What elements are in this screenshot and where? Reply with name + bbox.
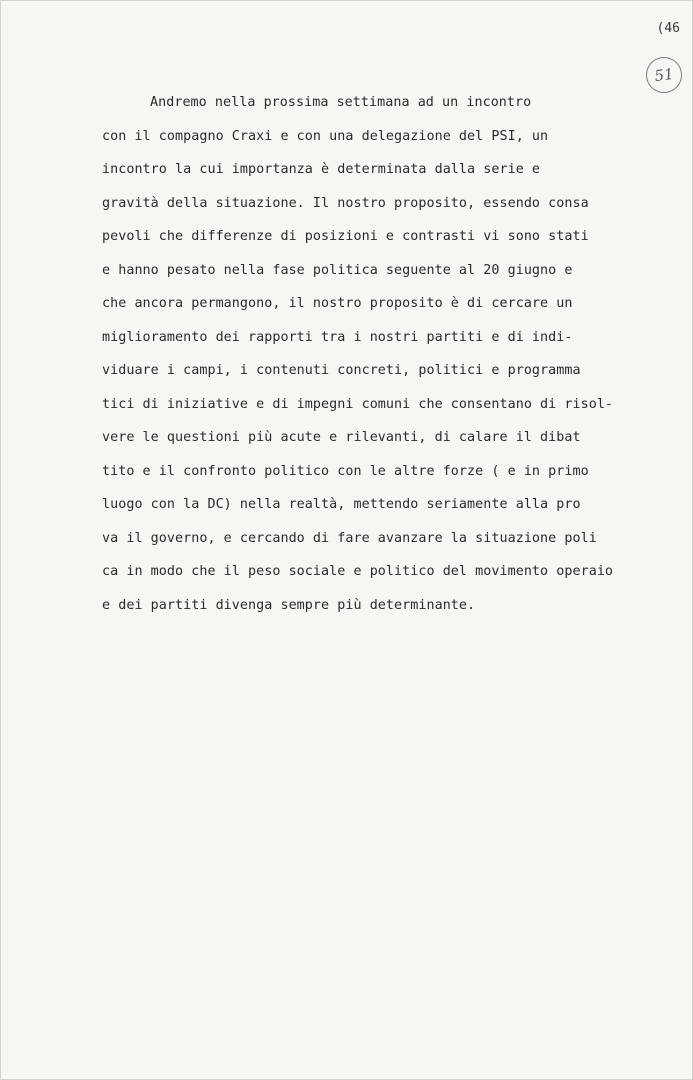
text-line: incontro la cui importanza è determinata dalla serie e: [102, 162, 541, 177]
text-line: e hanno pesato nella fase politica seguente al 20 giugno e: [102, 262, 573, 278]
text-line: tito e il confronto politico con le altre forze ( e in primo: [102, 463, 589, 479]
stamp-number: 51: [653, 64, 675, 86]
text-line: e dei partiti divenga sempre più determinante.: [102, 597, 476, 613]
text-line: miglioramento dei rapporti tra i nostri partiti e di indi-: [102, 329, 573, 345]
page-number: (46: [656, 21, 680, 36]
text-line: pevoli che differenze di posizioni e contrasti vi sono stati: [102, 229, 589, 244]
text-line: va il governo, e cercando di fare avanzare la situazione poli: [102, 530, 597, 546]
text-line: gravità della situazione. Il nostro proposito, essendo consa: [102, 195, 589, 211]
archive-stamp: [644, 55, 685, 96]
text-line: viduare i campi, i contenuti concreti, politici e programma: [102, 363, 581, 378]
text-line: con il compagno Craxi e con una delegazione del PSI, un: [102, 128, 549, 144]
text-line: ca in modo che il peso sociale e politico del movimento operaio: [102, 564, 614, 579]
text-line: che ancora permangono, il nostro proposito è di cercare un: [102, 296, 573, 311]
typed-paragraph: [102, 91, 662, 627]
text-line: tici di iniziative e di impegni comuni che consentano di risol-: [102, 396, 614, 412]
text-line: Andremo nella prossima settimana ad un incontro: [150, 95, 532, 110]
text-line: vere le questioni più acute e rilevanti, di calare il dibat: [102, 430, 581, 445]
text-line: luogo con la DC) nella realtà, mettendo seriamente alla pro: [102, 497, 581, 512]
